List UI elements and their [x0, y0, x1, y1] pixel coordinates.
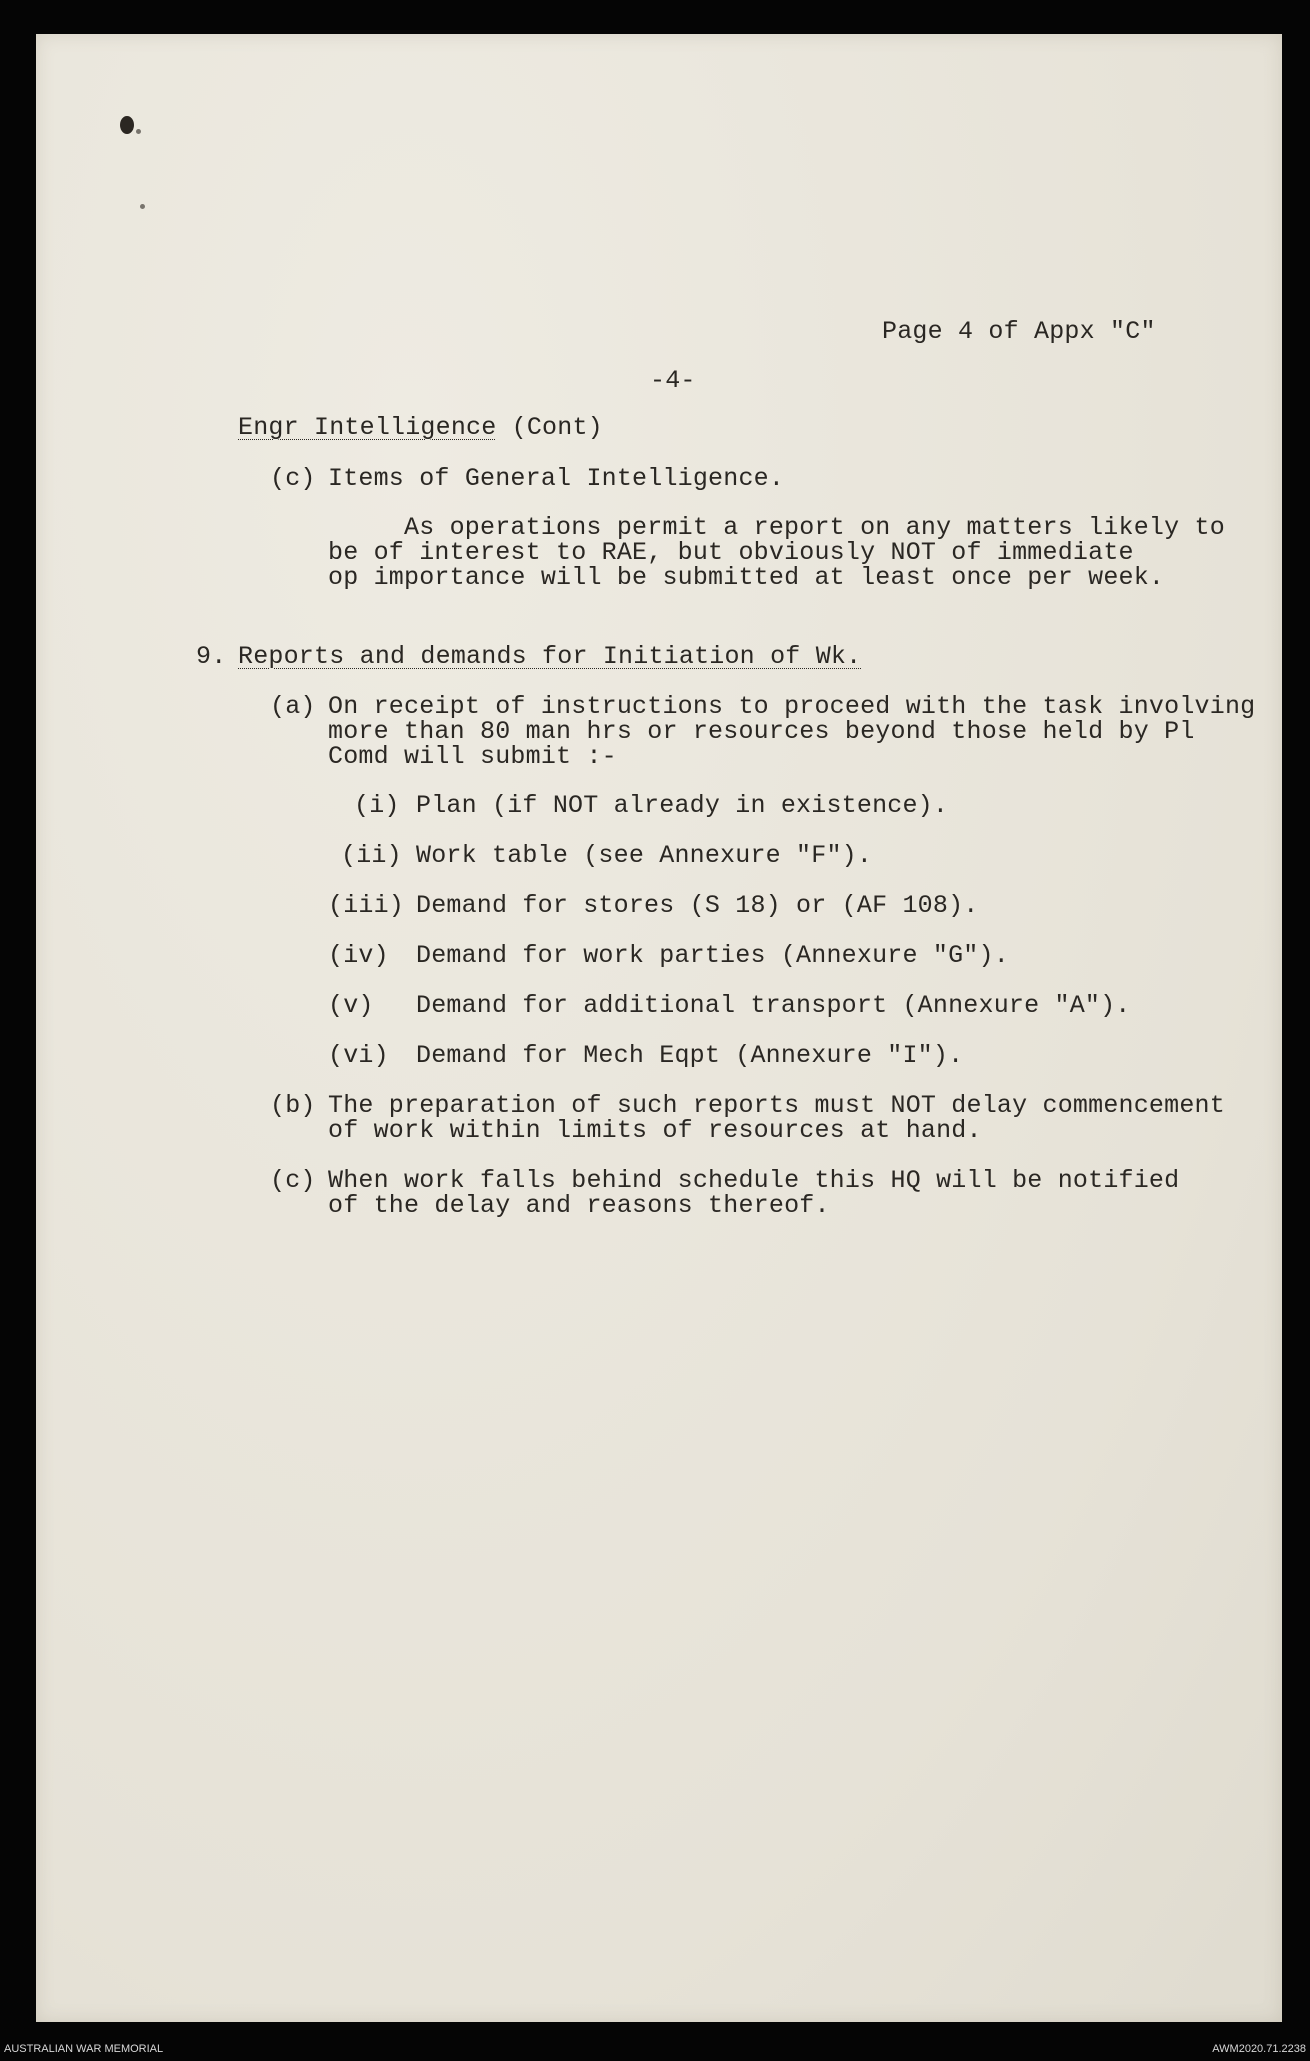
punch-mark: [136, 129, 141, 134]
sub-item-text: Work table (see Annexure "F").: [416, 841, 873, 870]
footer-accession: AWM2020.71.2238: [1212, 2043, 1306, 2055]
section-heading-reports: [238, 644, 861, 669]
section-number: 9.: [196, 642, 227, 671]
paragraph-line: of work within limits of resources at hand.: [328, 1116, 982, 1145]
section-heading-engr-suffix: (Cont): [511, 413, 603, 442]
item-marker: (b): [270, 1091, 316, 1120]
section-heading-reports-text: Reports and demands for Initiation of Wk.: [238, 642, 862, 671]
sub-item-text: Demand for work parties (Annexure "G").: [416, 941, 1009, 970]
sub-item-text: Demand for stores (S 18) or (AF 108).: [416, 891, 979, 920]
paragraph-line: op importance will be submitted at least once per week.: [328, 563, 1165, 592]
item-marker: (a): [270, 692, 316, 721]
paragraph-line: be of interest to RAE, but obviously NOT of immediate: [328, 538, 1134, 567]
item-marker: (c): [270, 464, 316, 493]
footer-credit: AUSTRALIAN WAR MEMORIAL: [4, 2043, 164, 2055]
sub-item-text: Plan (if NOT already in existence).: [416, 791, 949, 820]
item-marker: (c): [270, 1166, 316, 1195]
sub-item-text: Demand for Mech Eqpt (Annexure "I").: [416, 1041, 964, 1070]
sub-item-marker: (ii): [341, 841, 402, 870]
punch-mark: [140, 204, 145, 209]
sub-item-text: Demand for additional transport (Annexure "A").: [416, 991, 1131, 1020]
sub-item-marker: (v): [328, 991, 374, 1020]
sub-item-marker: (iv): [328, 941, 389, 970]
paragraph-line: The preparation of such reports must NOT delay commencement: [328, 1091, 1225, 1120]
paragraph-line: When work falls behind schedule this HQ will be notified: [328, 1166, 1180, 1195]
sub-item-marker: (iii): [328, 891, 405, 920]
item-title: Items of General Intelligence.: [328, 464, 785, 493]
punch-mark: [120, 116, 134, 134]
paragraph-line: of the delay and reasons thereof.: [328, 1191, 830, 1220]
sub-item-marker: (i): [354, 791, 400, 820]
page-reference: Page 4 of Appx "C": [882, 317, 1156, 346]
document-page: [36, 34, 1282, 2022]
section-heading-engr: [238, 415, 603, 440]
paragraph-line: On receipt of instructions to proceed with the task involving: [328, 692, 1256, 721]
sub-item-marker: (vi): [328, 1041, 389, 1070]
paragraph-line: Comd will submit :-: [328, 742, 617, 771]
paragraph-line: more than 80 man hrs or resources beyond those held by Pl: [328, 717, 1195, 746]
section-heading-engr-text: Engr Intelligence: [238, 413, 497, 442]
paragraph-line: As operations permit a report on any matters likely to: [404, 513, 1225, 542]
page-number: -4-: [650, 366, 696, 395]
